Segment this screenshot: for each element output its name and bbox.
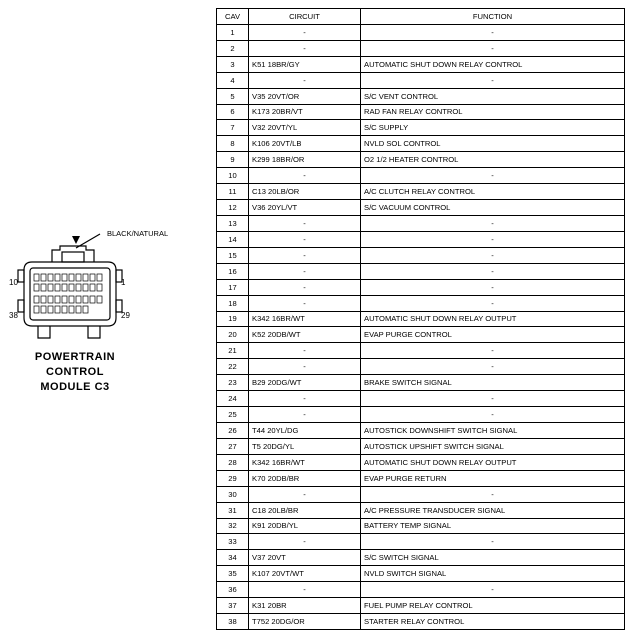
connector-foot-right — [88, 326, 100, 338]
function-cell: AUTOSTICK UPSHIFT SWITCH SIGNAL — [361, 438, 625, 454]
table-row — [217, 24, 625, 40]
table-row — [217, 231, 625, 247]
circuit-cell: K173 20BR/VT — [249, 104, 361, 120]
cav-cell: 26 — [217, 422, 249, 438]
circuit-cell: - — [249, 231, 361, 247]
function-cell: - — [361, 295, 625, 311]
cav-cell: 10 — [217, 168, 249, 184]
circuit-cell: - — [249, 24, 361, 40]
table-row — [217, 136, 625, 152]
function-cell: A/C CLUTCH RELAY CONTROL — [361, 184, 625, 200]
table-row — [217, 518, 625, 534]
pin-label-top-right: 1 — [121, 278, 126, 287]
cav-cell: 35 — [217, 566, 249, 582]
function-cell: S/C VENT CONTROL — [361, 88, 625, 104]
cav-cell: 17 — [217, 279, 249, 295]
cav-cell: 19 — [217, 311, 249, 327]
table-row — [217, 295, 625, 311]
cav-cell: 16 — [217, 263, 249, 279]
circuit-cell: K31 20BR — [249, 598, 361, 614]
cavity-row-top — [34, 274, 102, 281]
function-cell: STARTER RELAY CONTROL — [361, 614, 625, 630]
cav-cell: 27 — [217, 438, 249, 454]
table-row — [217, 486, 625, 502]
cavity-row-2 — [34, 284, 102, 291]
pin-label-top-left: 10 — [9, 278, 18, 287]
function-cell: RAD FAN RELAY CONTROL — [361, 104, 625, 120]
table-header-row — [217, 9, 625, 25]
function-cell: S/C VACUUM CONTROL — [361, 200, 625, 216]
cav-cell: 18 — [217, 295, 249, 311]
header-function: FUNCTION — [361, 9, 625, 25]
connector-housing — [24, 262, 116, 326]
circuit-cell: V35 20VT/OR — [249, 88, 361, 104]
function-cell: - — [361, 231, 625, 247]
pin-label-bottom-right: 29 — [121, 311, 130, 320]
cav-cell: 12 — [217, 200, 249, 216]
function-cell: EVAP PURGE CONTROL — [361, 327, 625, 343]
function-cell: NVLD SOL CONTROL — [361, 136, 625, 152]
cav-cell: 29 — [217, 470, 249, 486]
function-cell: - — [361, 534, 625, 550]
function-cell: - — [361, 72, 625, 88]
table-row — [217, 215, 625, 231]
cav-cell: 36 — [217, 582, 249, 598]
function-cell: - — [361, 168, 625, 184]
table-row — [217, 40, 625, 56]
function-cell: - — [361, 391, 625, 407]
cavity-row-3 — [34, 296, 102, 303]
function-cell: AUTOMATIC SHUT DOWN RELAY OUTPUT — [361, 311, 625, 327]
pin-label-bottom-left: 38 — [9, 311, 18, 320]
function-cell: - — [361, 279, 625, 295]
cav-cell: 37 — [217, 598, 249, 614]
cav-cell: 31 — [217, 502, 249, 518]
circuit-cell: - — [249, 279, 361, 295]
circuit-cell: - — [249, 534, 361, 550]
circuit-cell: B29 20DG/WT — [249, 375, 361, 391]
caption-line-2: CONTROL — [46, 366, 104, 378]
cav-cell: 3 — [217, 56, 249, 72]
table-row — [217, 407, 625, 423]
function-cell: AUTOMATIC SHUT DOWN RELAY OUTPUT — [361, 454, 625, 470]
function-cell: FUEL PUMP RELAY CONTROL — [361, 598, 625, 614]
cav-cell: 1 — [217, 24, 249, 40]
table-row — [217, 359, 625, 375]
table-row — [217, 200, 625, 216]
cav-cell: 14 — [217, 231, 249, 247]
circuit-cell: V37 20VT — [249, 550, 361, 566]
cav-cell: 30 — [217, 486, 249, 502]
header-cav: CAV — [217, 9, 249, 25]
function-cell: - — [361, 407, 625, 423]
caption-line-1: POWERTRAIN — [34, 351, 116, 363]
cav-cell: 13 — [217, 215, 249, 231]
circuit-cell: - — [249, 168, 361, 184]
circuit-cell: K342 16BR/WT — [249, 454, 361, 470]
pinout-table — [216, 8, 625, 630]
function-cell: - — [361, 247, 625, 263]
table-row — [217, 470, 625, 486]
cav-cell: 33 — [217, 534, 249, 550]
table-row — [217, 168, 625, 184]
function-cell: BRAKE SWITCH SIGNAL — [361, 375, 625, 391]
circuit-cell: K299 18BR/OR — [249, 152, 361, 168]
circuit-cell: V36 20YL/VT — [249, 200, 361, 216]
cav-cell: 8 — [217, 136, 249, 152]
function-cell: AUTOSTICK DOWNSHIFT SWITCH SIGNAL — [361, 422, 625, 438]
function-cell: - — [361, 486, 625, 502]
circuit-cell: K342 16BR/WT — [249, 311, 361, 327]
table-row — [217, 598, 625, 614]
connector-latch — [52, 246, 94, 262]
cavity-row-bottom — [34, 306, 88, 313]
circuit-cell: - — [249, 263, 361, 279]
function-cell: O2 1/2 HEATER CONTROL — [361, 152, 625, 168]
cav-cell: 38 — [217, 614, 249, 630]
circuit-cell: - — [249, 582, 361, 598]
table-body — [217, 24, 625, 629]
circuit-cell: - — [249, 40, 361, 56]
circuit-cell: V32 20VT/YL — [249, 120, 361, 136]
table-row — [217, 104, 625, 120]
table-row — [217, 582, 625, 598]
table-row — [217, 391, 625, 407]
circuit-cell: - — [249, 72, 361, 88]
cav-cell: 11 — [217, 184, 249, 200]
cav-cell: 21 — [217, 343, 249, 359]
cav-cell: 34 — [217, 550, 249, 566]
table-row — [217, 566, 625, 582]
circuit-cell: - — [249, 486, 361, 502]
table-row — [217, 152, 625, 168]
cav-cell: 28 — [217, 454, 249, 470]
connector-color-label: BLACK/NATURAL — [107, 229, 169, 238]
cav-cell: 22 — [217, 359, 249, 375]
caption-line-3: MODULE C3 — [40, 381, 110, 393]
circuit-cell: C13 20LB/OR — [249, 184, 361, 200]
arrow-icon — [72, 236, 80, 244]
table-row — [217, 263, 625, 279]
table-row — [217, 279, 625, 295]
cav-cell: 6 — [217, 104, 249, 120]
function-cell: - — [361, 359, 625, 375]
circuit-cell: - — [249, 295, 361, 311]
cav-cell: 15 — [217, 247, 249, 263]
cav-cell: 7 — [217, 120, 249, 136]
function-cell: A/C PRESSURE TRANSDUCER SIGNAL — [361, 502, 625, 518]
cav-cell: 25 — [217, 407, 249, 423]
cav-cell: 24 — [217, 391, 249, 407]
table-row — [217, 375, 625, 391]
circuit-cell: K91 20DB/YL — [249, 518, 361, 534]
table-row — [217, 311, 625, 327]
table-row — [217, 88, 625, 104]
function-cell: NVLD SWITCH SIGNAL — [361, 566, 625, 582]
table-row — [217, 56, 625, 72]
cav-cell: 32 — [217, 518, 249, 534]
cav-cell: 2 — [217, 40, 249, 56]
circuit-cell: K52 20DB/WT — [249, 327, 361, 343]
table-row — [217, 502, 625, 518]
function-cell: EVAP PURGE RETURN — [361, 470, 625, 486]
table-row — [217, 343, 625, 359]
circuit-cell: K51 18BR/GY — [249, 56, 361, 72]
circuit-cell: K107 20VT/WT — [249, 566, 361, 582]
function-cell: AUTOMATIC SHUT DOWN RELAY CONTROL — [361, 56, 625, 72]
table-row — [217, 184, 625, 200]
circuit-cell: T752 20DG/OR — [249, 614, 361, 630]
function-cell: BATTERY TEMP SIGNAL — [361, 518, 625, 534]
circuit-cell: T44 20YL/DG — [249, 422, 361, 438]
function-cell: - — [361, 24, 625, 40]
circuit-cell: - — [249, 391, 361, 407]
circuit-cell: - — [249, 215, 361, 231]
table-row — [217, 247, 625, 263]
function-cell: S/C SWITCH SIGNAL — [361, 550, 625, 566]
table-row — [217, 120, 625, 136]
function-cell: - — [361, 40, 625, 56]
cav-cell: 5 — [217, 88, 249, 104]
cav-cell: 9 — [217, 152, 249, 168]
circuit-cell: C18 20LB/BR — [249, 502, 361, 518]
header-circuit: CIRCUIT — [249, 9, 361, 25]
table-row — [217, 534, 625, 550]
circuit-cell: T5 20DG/YL — [249, 438, 361, 454]
table-row — [217, 327, 625, 343]
circuit-cell: - — [249, 407, 361, 423]
function-cell: - — [361, 582, 625, 598]
cav-cell: 23 — [217, 375, 249, 391]
table-row — [217, 422, 625, 438]
circuit-cell: K106 20VT/LB — [249, 136, 361, 152]
table-row — [217, 614, 625, 630]
table-row — [217, 454, 625, 470]
cav-cell: 20 — [217, 327, 249, 343]
cav-cell: 4 — [217, 72, 249, 88]
circuit-cell: - — [249, 359, 361, 375]
function-cell: - — [361, 263, 625, 279]
circuit-cell: K70 20DB/BR — [249, 470, 361, 486]
table-row — [217, 72, 625, 88]
circuit-cell: - — [249, 343, 361, 359]
connector-foot-left — [38, 326, 50, 338]
table-row — [217, 550, 625, 566]
circuit-cell: - — [249, 247, 361, 263]
table-row — [217, 438, 625, 454]
function-cell: - — [361, 215, 625, 231]
function-cell: - — [361, 343, 625, 359]
connector-caption — [20, 350, 130, 395]
function-cell: S/C SUPPLY — [361, 120, 625, 136]
